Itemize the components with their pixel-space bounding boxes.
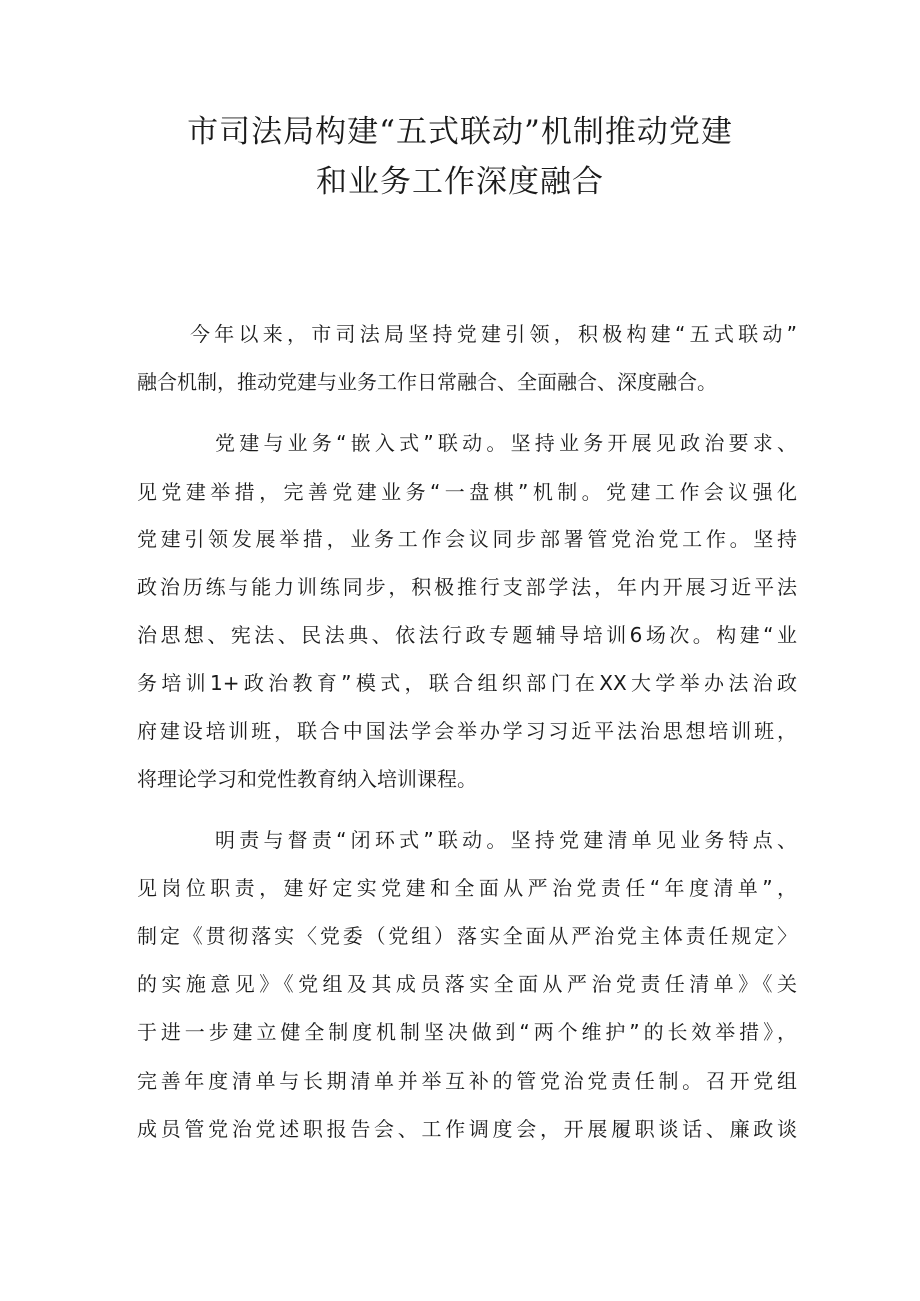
section2-line: 明责与督责“闭环式”联动。坚持党建清单见业务特点、 [215,828,797,852]
section1-line: 政治历练与能力训练同步，积极推行支部学法，年内开展习近平法 [137,575,797,599]
section1-line: 府建设培训班，联合中国法学会举办学习习近平法治思想培训班， [137,719,797,743]
intro-line: 融合机制，推动党建与业务工作日常融合、全面融合、深度融合。 [137,370,717,394]
section2-line: 的实施意见》《党组及其成员落实全面从严治党责任清单》《关 [137,972,797,996]
section1-line: 将理论学习和党性教育纳入培训课程。 [137,767,477,791]
section1-line: 党建引领发展举措，业务工作会议同步部署管党治党工作。坚持 [137,527,797,551]
section2-line: 见岗位职责，建好定实党建和全面从严治党责任“年度清单”， [137,876,797,900]
section2-line: 于进一步建立健全制度机制坚决做到“两个维护”的长效举措》， [137,1020,797,1044]
document-title-line-1: 市司法局构建“五式联动”机制推动党建 [187,114,733,150]
document-title-line-2: 和业务工作深度融合 [316,164,604,200]
section2-line: 制定《贯彻落实〈党委（党组）落实全面从严治党主体责任规定〉 [137,924,797,948]
section1-line: 务培训1+政治教育”模式，联合组织部门在XX大学举办法治政 [137,671,797,695]
section2-line: 完善年度清单与长期清单并举互补的管党治党责任制。召开党组 [137,1069,797,1093]
section2-line: 成员管党治党述职报告会、工作调度会，开展履职谈话、廉政谈 [137,1117,797,1141]
intro-line: 今年以来，市司法局坚持党建引领，积极构建“五式联动” [190,322,797,346]
section1-line: 治思想、宪法、民法典、依法行政专题辅导培训6场次。构建“业 [137,623,797,647]
section1-line: 见党建举措，完善党建业务“一盘棋”机制。党建工作会议强化 [137,480,797,504]
section1-line: 党建与业务“嵌入式”联动。坚持业务开展见政治要求、 [215,431,797,455]
